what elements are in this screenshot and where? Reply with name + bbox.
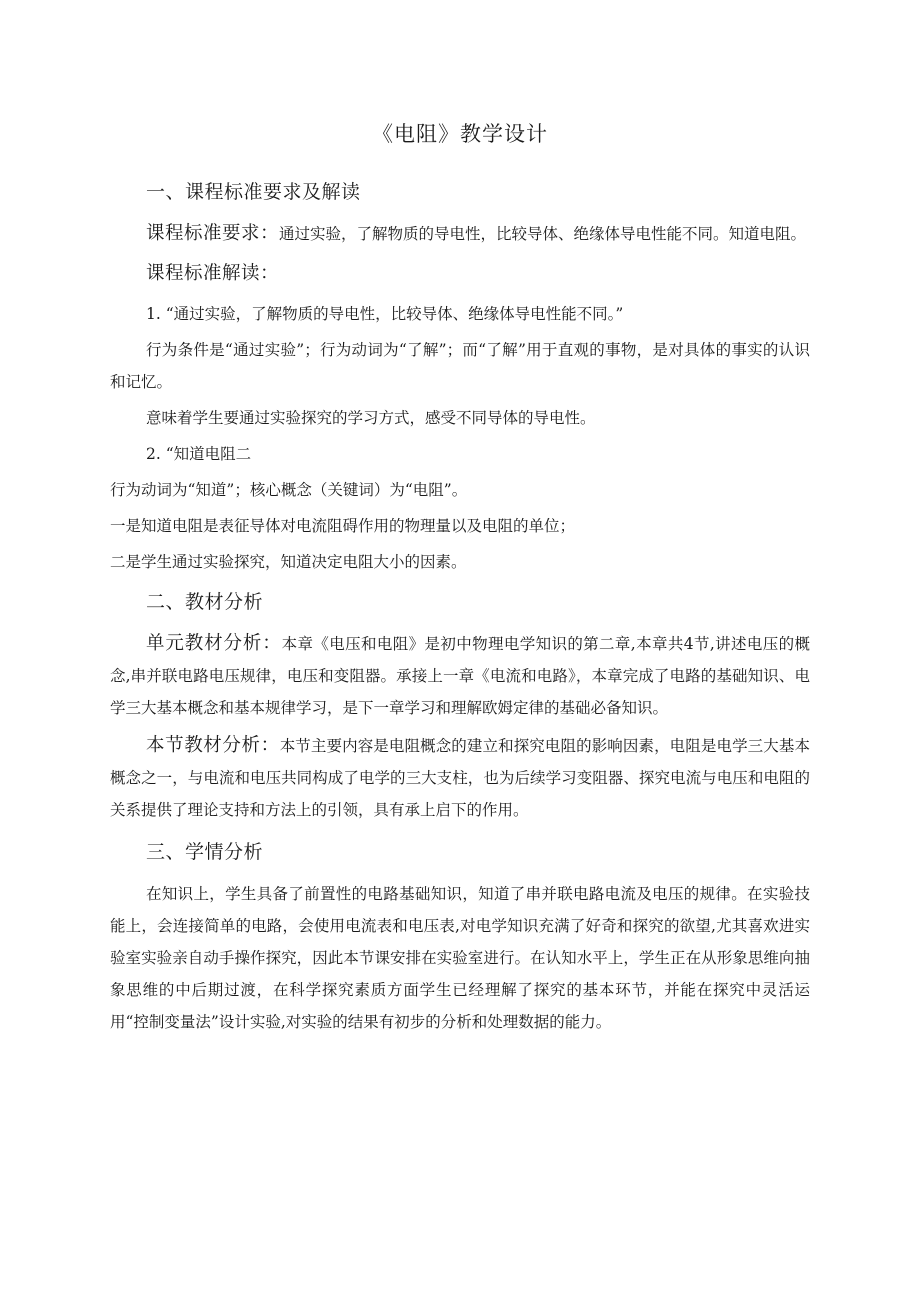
document-body (110, 112, 810, 1042)
section-textbook-analysis-text: 本节主要内容是电阻概念的建立和探究电阻的影响因素，电阻是电学三大基本概念之一，与电流和电压共同构成了电学的三大支柱，也为后续学习变阻器、探究电流与电压和电阻的关系提供了理论支持和方法上的引领，具有承上启下的作用。 (110, 737, 810, 819)
student-analysis-paragraph: 在知识上，学生具备了前置性的电路基础知识，知道了串并联电路电流及电压的规律。在实验技能上，会连接简单的电路，会使用电流表和电压表,对电学知识充满了好奇和探究的欲望,尤其喜欢进实验室实验亲自动手操作探究，因此本节课安排在实验室进行。在认知水平上，学生正在从形象思维向抽象思维的中后期过渡，在科学探究素质方面学生已经理解了探究的基本环节，并能在探究中灵活运用“控制变量法”设计实验,对实验的结果有初步的分析和处理数据的能力。 (110, 885, 810, 1031)
unit-textbook-analysis-label: 单元教材分析： (146, 633, 282, 654)
curriculum-requirement-text: 通过实验，了解物质的导电性，比较导体、绝缘体导电性能不同。知道电阻。 (279, 225, 807, 243)
interpretation-item-1-analysis: 行为条件是“通过实验”；行为动词为“了解”；而“了解”用于直观的事物，是对具体的事实的认识和记忆。 (110, 341, 810, 391)
curriculum-requirement-label: 课程标准要求： (146, 223, 280, 244)
section-textbook-analysis-label: 本节教材分析： (146, 735, 280, 756)
document-title: 《电阻》教学设计 (372, 122, 548, 146)
interpretation-item-2-point-2: 二是学生通过实验探究，知道决定电阻大小的因素。 (110, 553, 467, 571)
section-heading-curriculum-standard: 一、课程标准要求及解读 (146, 181, 361, 203)
section-heading-student-analysis: 三、学情分析 (146, 841, 264, 863)
interpretation-item-2-point-1: 一是知道电阻是表征导体对电流阻碍作用的物理量以及电阻的单位； (110, 517, 576, 535)
curriculum-interpretation-label: 课程标准解读： (146, 263, 280, 284)
interpretation-item-1-quote: 1. “通过实验，了解物质的导电性，比较导体、绝缘体导电性能不同。” (146, 305, 624, 323)
curriculum-requirement-paragraph (110, 218, 810, 250)
section-heading-textbook-analysis: 二、教材分析 (146, 591, 264, 613)
interpretation-item-2-quote: 2. “知道电阻二 (146, 445, 252, 463)
section-textbook-analysis-paragraph (110, 730, 810, 826)
interpretation-item-2-analysis: 行为动词为“知道”；核心概念（关键词）为“电阻”。 (110, 481, 468, 499)
interpretation-item-1-meaning: 意味着学生要通过实验探究的学习方式，感受不同导体的导电性。 (146, 409, 596, 427)
unit-textbook-analysis-paragraph (110, 628, 810, 724)
unit-textbook-analysis-text: 本章《电压和电阻》是初中物理电学知识的第二章,本章共4节,讲述电压的概念,串并联电路电压规律，电压和变阻器。承接上一章《电流和电路》，本章完成了电路的基础知识、电学三大基本概念和基本规律学习，是下一章学习和理解欧姆定律的基础必备知识。 (110, 635, 810, 717)
